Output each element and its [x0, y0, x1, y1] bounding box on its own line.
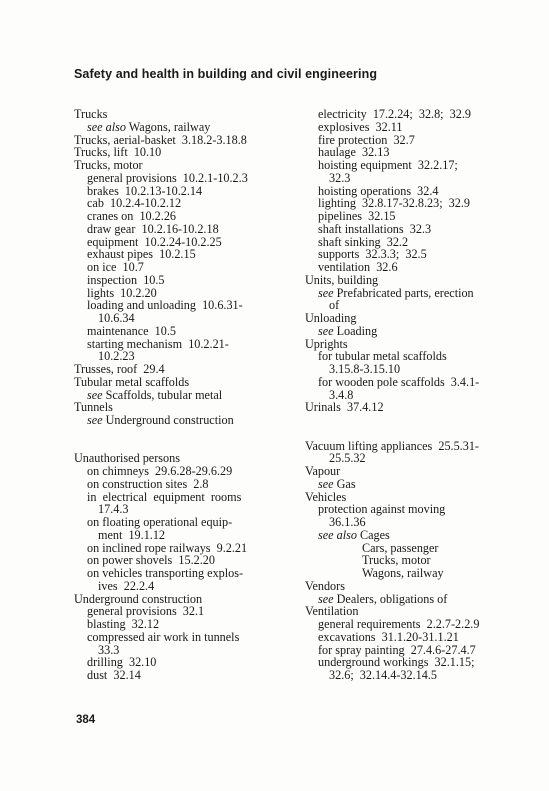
- index-entry-text: cranes on 10.2.26: [87, 209, 177, 223]
- index-entry-text: electricity 17.2.24; 32.8; 32.9: [318, 107, 471, 121]
- index-entry-text: starting mechanism 10.2.21-: [87, 336, 229, 351]
- index-entry-text: dust 32.14: [87, 668, 141, 682]
- index-entry-text: ventilation 32.6: [318, 260, 398, 274]
- index-entry-text: exhaust pipes 10.2.15: [87, 247, 196, 262]
- index-entry-text: loading and unloading 10.6.31-: [87, 298, 243, 313]
- index-entry-text: brakes 10.2.13-10.2.14: [87, 183, 203, 198]
- index-column-right: [305, 108, 505, 682]
- index-entry-text: general requirements 2.2.7-2.2.9: [318, 617, 480, 631]
- index-entry-text: Vapour: [305, 464, 341, 478]
- index-gap: [74, 427, 296, 440]
- index-entry-text: in electrical equipment rooms: [87, 489, 242, 504]
- index-entry-text: Dealers, obligations of: [333, 591, 448, 606]
- index-entry: [305, 401, 505, 414]
- index-entry-text: Unauthorised persons: [74, 451, 180, 466]
- index-entry-text: Scaffolds, tubular metal: [102, 387, 223, 402]
- index-entry-text: on chimneys 29.6.28-29.6.29: [87, 464, 233, 478]
- cross-reference-label: see also: [87, 119, 126, 134]
- index-entry-text: 3.15.8-3.15.10: [329, 362, 401, 376]
- index-entry-text: draw gear 10.2.16-10.2.18: [87, 221, 219, 236]
- cross-reference-label: see: [318, 591, 334, 606]
- index-entry-text: shaft installations 32.3: [318, 221, 432, 236]
- index-entry-text: Wagons, railway: [362, 566, 444, 580]
- index-entry-text: on ice 10.7: [87, 260, 144, 274]
- index-entry-text: haulage 32.13: [318, 145, 390, 160]
- index-entry-text: fire protection 32.7: [318, 132, 415, 147]
- page-number: 384: [76, 714, 96, 726]
- index-entry-text: for spray painting 27.4.6-27.4.7: [318, 642, 476, 657]
- index-entry-text: 33.3: [98, 642, 120, 657]
- index-entry-text: Unloading: [305, 311, 357, 325]
- index-entry-text: on floating operational equip-: [87, 515, 233, 529]
- index-entry-text: pipelines 32.15: [318, 209, 396, 223]
- index-entry-text: Trucks, aerial-basket 3.18.2-3.18.8: [74, 132, 247, 147]
- index-entry-text: Cars, passenger: [362, 540, 439, 555]
- index-entry-text: 3.4.8: [329, 387, 354, 402]
- index-entry-text: Cages: [356, 527, 390, 542]
- cross-reference-label: see: [318, 323, 334, 338]
- index-entry-text: Loading: [333, 323, 378, 338]
- index-entry-text: Ventilation: [305, 604, 359, 619]
- index-entry-text: blasting 32.12: [87, 617, 160, 631]
- index-gap: [305, 414, 505, 427]
- index-entry-text: on inclined rope railways 9.2.21: [87, 540, 248, 555]
- index-entry-text: equipment 10.2.24-10.2.25: [87, 234, 222, 249]
- index-entry-text: Trucks, motor: [74, 158, 143, 172]
- index-entry-text: Gas: [333, 476, 356, 491]
- index-entry-text: 36.1.36: [329, 515, 366, 529]
- index-entry-text: ment 19.1.12: [98, 527, 166, 542]
- index-entry-text: 32.6; 32.14.4-32.14.5: [329, 668, 437, 682]
- cross-reference-label: see: [318, 285, 334, 300]
- index-entry-text: on power shovels 15.2.20: [87, 553, 215, 568]
- index-entry-text: Wagons, railway: [125, 119, 211, 134]
- index-entry-text: explosives 32.11: [318, 119, 403, 134]
- index-entry-text: Uprights: [305, 336, 348, 351]
- index-entry-text: cab 10.2.4-10.2.12: [87, 196, 182, 211]
- index-column-left: [74, 108, 296, 682]
- index-entry-text: 25.5.32: [329, 451, 366, 466]
- index-entry-text: general provisions 32.1: [87, 604, 205, 619]
- index-entry-text: on vehicles transporting explos-: [87, 566, 244, 580]
- index-entry-text: Vendors: [305, 578, 345, 593]
- index-entry-text: of: [329, 298, 340, 313]
- cross-reference-label: see: [87, 387, 103, 402]
- index-entry-text: Trusses, roof 29.4: [74, 362, 165, 376]
- cross-reference-label: see: [87, 413, 103, 427]
- index-entry-text: underground workings 32.1.15;: [318, 655, 475, 670]
- index-entry-text: shaft sinking 32.2: [318, 234, 409, 249]
- index-entry-text: for wooden pole scaffolds 3.4.1-: [318, 374, 480, 389]
- index-entry-text: Trucks, lift 10.10: [74, 145, 162, 160]
- index-entry-text: hoisting equipment 32.2.17;: [318, 158, 458, 172]
- index-entry-text: 32.3: [329, 170, 351, 185]
- cross-reference-label: see also: [318, 527, 357, 542]
- index-entry-text: Tunnels: [74, 400, 113, 415]
- index-entry-text: Vacuum lifting appliances 25.5.31-: [305, 438, 479, 453]
- index-entry-text: Units, building: [305, 272, 379, 287]
- index-entry-text: general provisions 10.2.1-10.2.3: [87, 170, 248, 185]
- index-entry-text: maintenance 10.5: [87, 323, 177, 338]
- index-entry-text: hoisting operations 32.4: [318, 183, 439, 198]
- index-entry-text: protection against moving: [318, 502, 446, 517]
- index-entry-text: on construction sites 2.8: [87, 476, 209, 491]
- cross-reference-label: see: [318, 476, 334, 491]
- index-entry-text: Underground construction: [74, 591, 203, 606]
- index-entry-text: Trucks: [74, 107, 108, 121]
- index-entry-text: inspection 10.5: [87, 272, 165, 287]
- index-entry-text: 10.6.34: [98, 311, 135, 325]
- index-entry-text: lights 10.2.20: [87, 285, 157, 300]
- index-entry-text: Underground construction: [102, 413, 234, 427]
- index-entry-text: compressed air work in tunnels: [87, 629, 240, 644]
- index-entry-text: Urinals 37.4.12: [305, 400, 384, 415]
- index-entry-text: ives 22.2.4: [98, 578, 155, 593]
- index-entry: [305, 669, 505, 682]
- index-entry-text: supports 32.3.3; 32.5: [318, 247, 427, 262]
- index-entry-text: lighting 32.8.17-32.8.23; 32.9: [318, 196, 471, 211]
- index-entry-text: Vehicles: [305, 489, 347, 504]
- index-entry: [74, 669, 296, 682]
- index-entry-text: Trucks, motor: [362, 553, 431, 568]
- index-entry-text: 17.4.3: [98, 502, 129, 517]
- index-entry-text: excavations 31.1.20-31.1.21: [318, 629, 459, 644]
- index-entry-text: Tubular metal scaffolds: [74, 374, 190, 389]
- index-entry-text: for tubular metal scaffolds: [318, 349, 447, 364]
- running-header: Safety and health in building and civil engineering: [74, 67, 378, 81]
- index-entry-text: 10.2.23: [98, 349, 135, 364]
- index-entry-text: Prefabricated parts, erection: [333, 285, 474, 300]
- index-entry-text: drilling 32.10: [87, 655, 157, 670]
- index-entry: [74, 414, 296, 427]
